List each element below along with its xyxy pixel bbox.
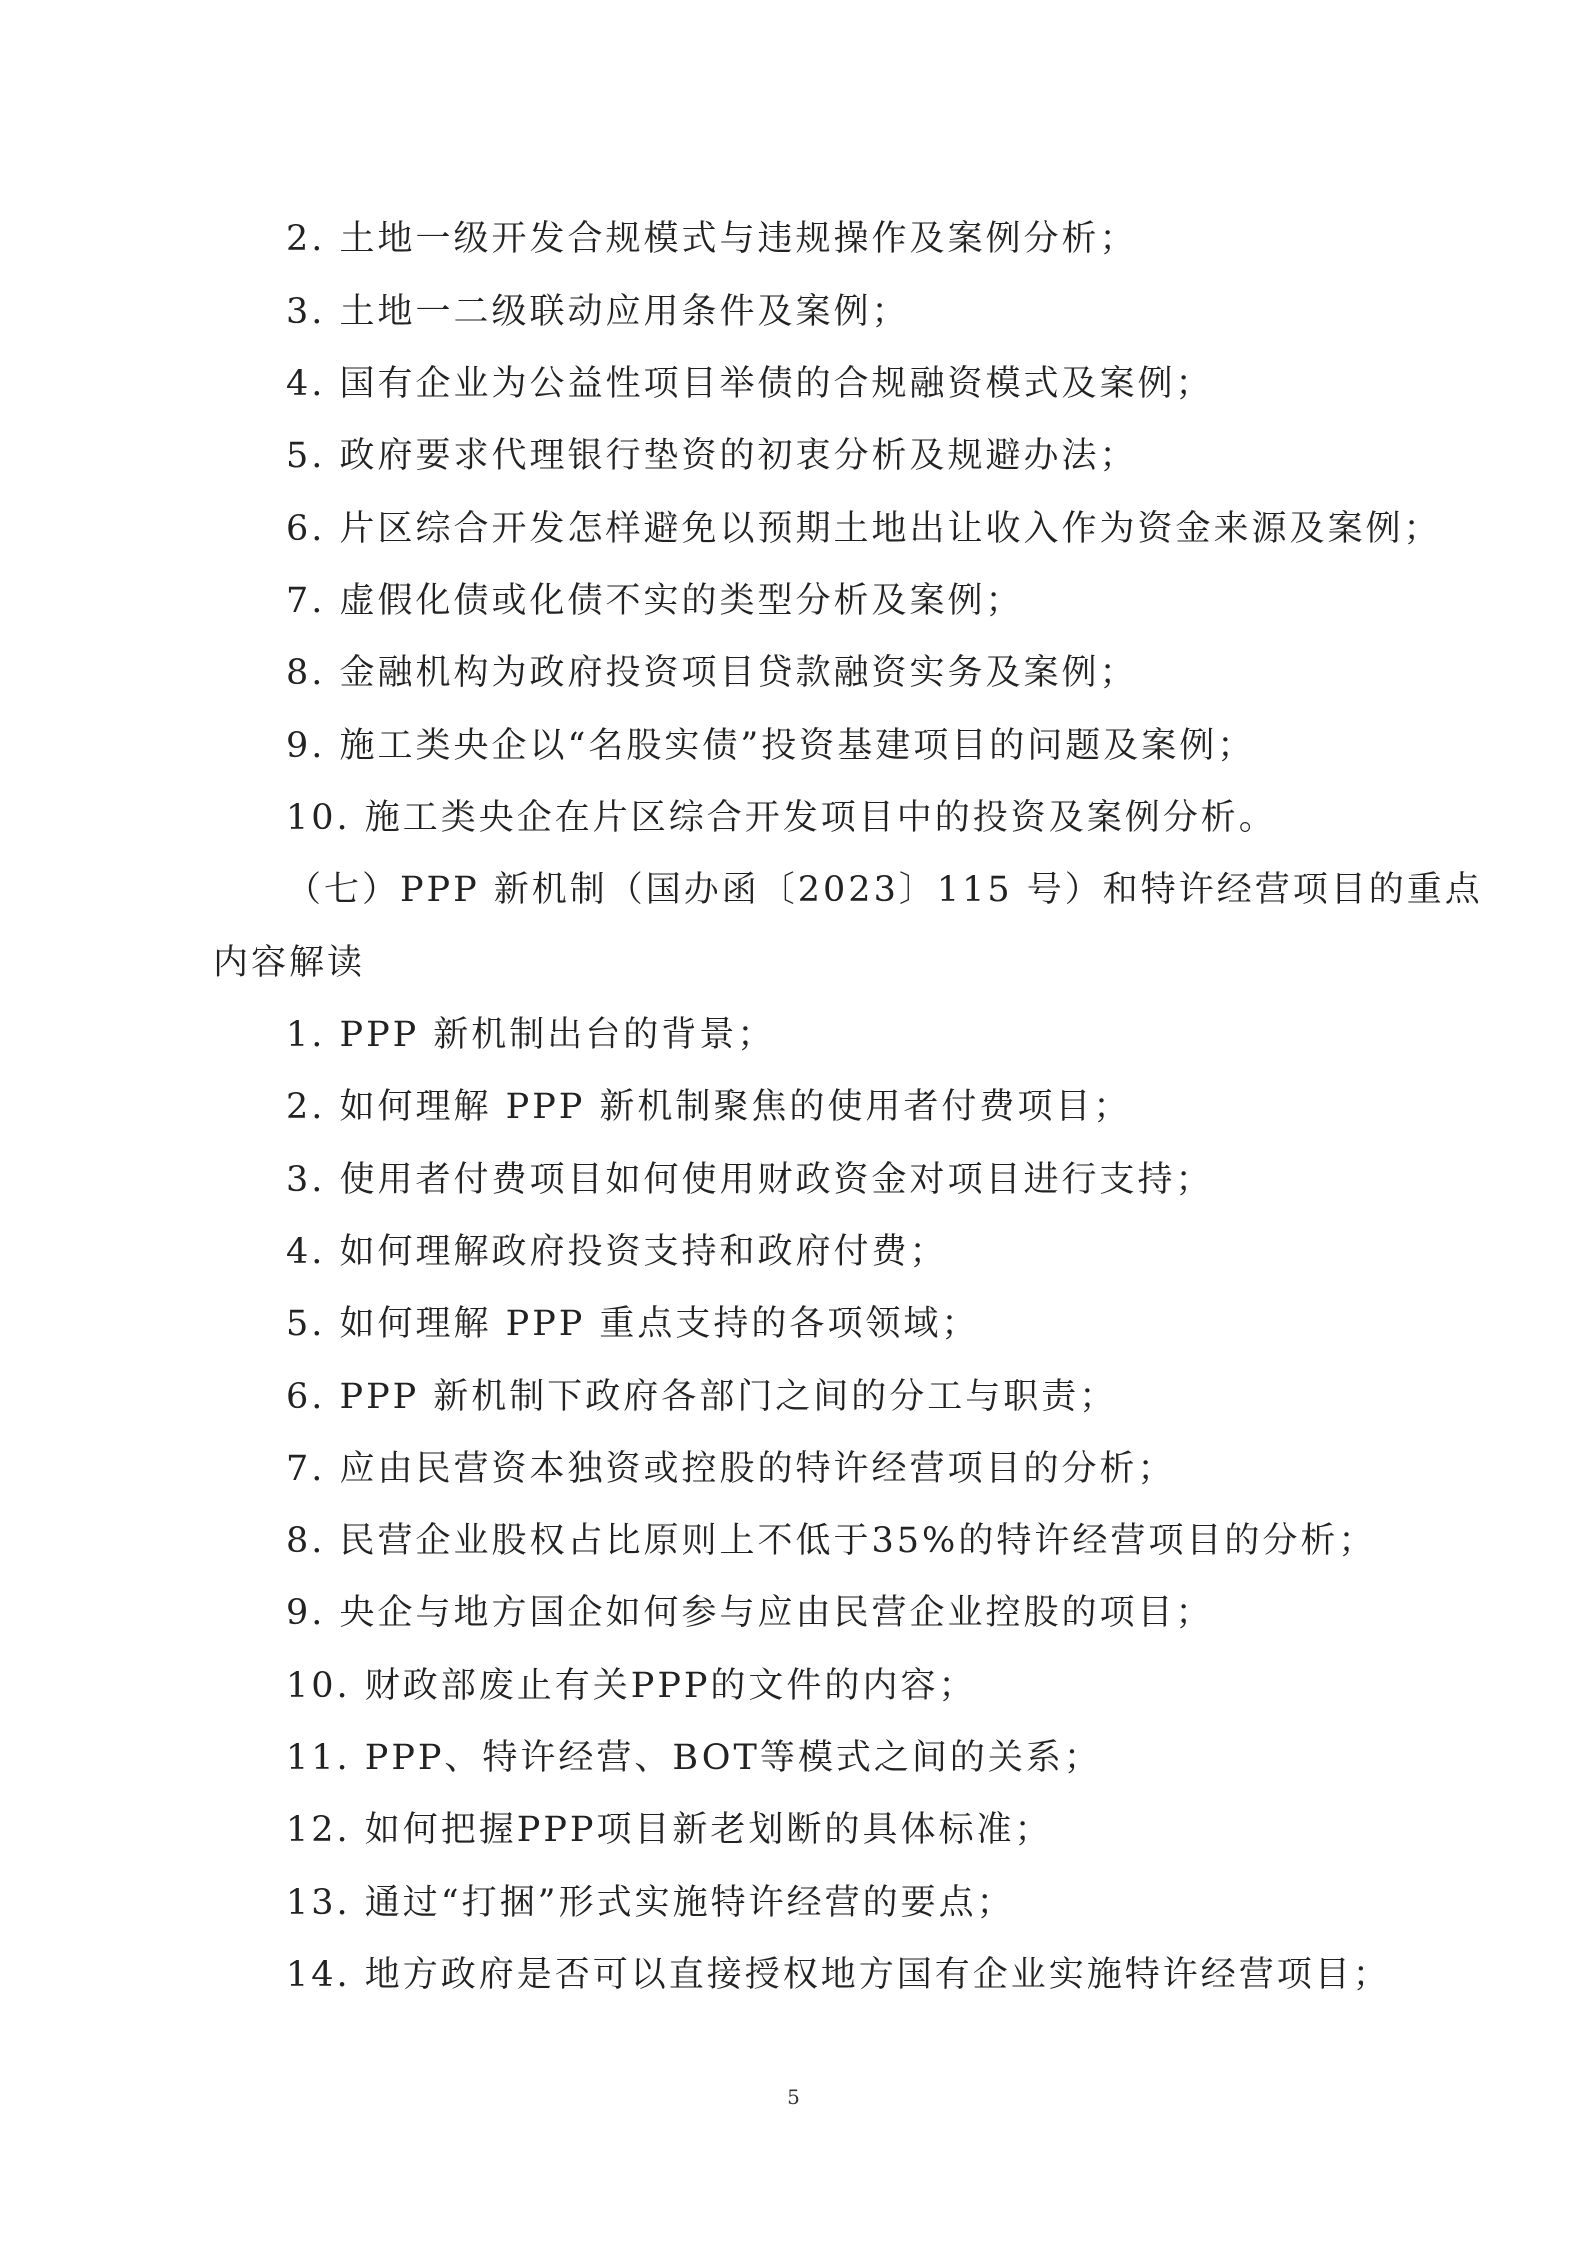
list-item-7-11: 11. PPP、特许经营、BOT等模式之间的关系； (286, 1738, 1102, 1778)
list-item-7-6: 6. PPP 新机制下政府各部门之间的分工与职责； (286, 1377, 1118, 1417)
list-item-6-3: 3. 土地一二级联动应用条件及案例； (286, 292, 910, 332)
section-heading: （七）PPP 新机制（国办函〔2023〕115 号）和特许经营项目的重点 (286, 870, 1483, 910)
page-number: 5 (787, 2085, 800, 2109)
list-item-6-2: 2. 土地一级开发合规模式与违规操作及案例分析； (286, 219, 1138, 259)
list-item-7-10: 10. 财政部废止有关PPP的文件的内容； (286, 1666, 977, 1706)
list-item-6-9: 9. 施工类央企以“名股实债”投资基建项目的问题及案例； (286, 726, 1256, 766)
section-heading-continued: 内容解读 (213, 943, 366, 983)
list-item-6-10: 10. 施工类央企在片区综合开发项目中的投资及案例分析。 (286, 798, 1277, 838)
list-item-7-3: 3. 使用者付费项目如何使用财政资金对项目进行支持； (286, 1160, 1214, 1200)
list-item-6-6: 6. 片区综合开发怎样避免以预期土地出让收入作为资金来源及案例； (286, 509, 1442, 549)
list-item-7-5: 5. 如何理解 PPP 重点支持的各项领域； (286, 1304, 980, 1344)
list-item-7-2: 2. 如何理解 PPP 新机制聚焦的使用者付费项目； (286, 1087, 1132, 1127)
list-item-7-1: 1. PPP 新机制出台的背景； (286, 1015, 776, 1055)
list-item-7-8: 8. 民营企业股权占比原则上不低于35%的特许经营项目的分析； (286, 1521, 1377, 1561)
list-item-7-14: 14. 地方政府是否可以直接授权地方国有企业实施特许经营项目； (286, 1955, 1391, 1995)
list-item-6-7: 7. 虚假化债或化债不实的类型分析及案例； (286, 581, 1024, 621)
list-item-7-13: 13. 通过“打捆”形式实施特许经营的要点； (286, 1883, 1015, 1923)
list-item-6-5: 5. 政府要求代理银行垫资的初衷分析及规避办法； (286, 436, 1138, 476)
list-item-6-4: 4. 国有企业为公益性项目举债的合规融资模式及案例； (286, 364, 1214, 404)
list-item-6-8: 8. 金融机构为政府投资项目贷款融资实务及案例； (286, 653, 1138, 693)
list-item-7-12: 12. 如何把握PPP项目新老划断的具体标准； (286, 1810, 1053, 1850)
list-item-7-7: 7. 应由民营资本独资或控股的特许经营项目的分析； (286, 1449, 1176, 1489)
list-item-7-4: 4. 如何理解政府投资支持和政府付费； (286, 1232, 948, 1272)
list-item-7-9: 9. 央企与地方国企如何参与应由民营企业控股的项目； (286, 1593, 1214, 1633)
